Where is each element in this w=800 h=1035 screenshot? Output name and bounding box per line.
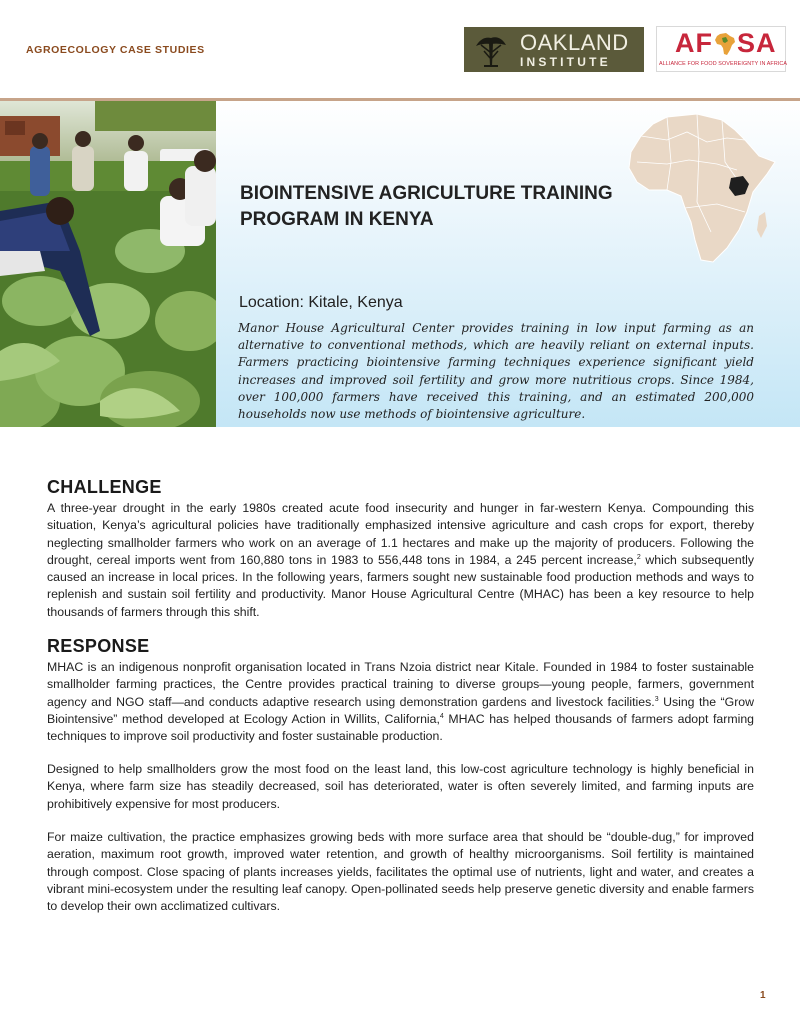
- afsa-logo-left: AF: [675, 28, 713, 58]
- response-heading: RESPONSE: [47, 636, 150, 656]
- page-number: 1: [760, 990, 766, 1001]
- farmers-field-photo: [0, 101, 216, 427]
- response-p1-part1: MHAC is an indigenous nonprofit organisation located in Trans Nzoia district near Kitale. Founded in 1984 to foster sustainable smallholder farming practices, the Centre provides practical training to diverse groups—young people, farmers, government agency and NGO staff—and conducts adaptive research using demonstration gardens and livestock facilities.: [47, 660, 754, 709]
- afsa-logo-right: SA: [737, 28, 777, 58]
- location-label: Location: Kitale, Kenya: [239, 294, 403, 311]
- africa-map-kenya-icon: [627, 112, 777, 267]
- challenge-text-part1: A three-year drought in the early 1980s created acute food insecurity and hunger in far-western Kenya. Compounding this situation, Kenya’s agricultural policies have traditionally emphasized intensive agriculture and cash crops for export, thereby neglecting smallholder farmers who work on an average of 1.1 hectares and make up the majority of producers. Following the drought, cereal imports went from 160,880 tons in 1983 to 556,448 tons in 1984, a 245 percent increase,: [47, 501, 754, 567]
- challenge-heading: CHALLENGE: [47, 477, 162, 497]
- footnote-ref-3[interactable]: 3: [654, 695, 659, 703]
- footnote-ref-4[interactable]: 4: [439, 712, 444, 720]
- afsa-logo[interactable]: [656, 26, 786, 72]
- footnote-ref-2[interactable]: 2: [636, 553, 641, 561]
- response-p1-part3: MHAC has helped thousands of farmers adopt farming techniques to improve soil productivity and foster sustainable production.: [47, 711, 755, 744]
- intro-summary: Manor House Agricultural Center provides training in low input farming as an alternative to conventional methods, which are heavily reliant on external inputs. Farmers practicing biointensive farming techniques experience significant yield increases and improved soil fertility and grow more nutritious crops. Since 1984, over 100,000 farmers have received this training, and an estimated 200,000 households now use methods of biointensive agriculture.: [238, 321, 754, 422]
- oakland-institute-logo[interactable]: [464, 27, 644, 72]
- page-title-line1: BIOINTENSIVE AGRICULTURE TRAINING: [240, 183, 613, 204]
- response-p1-part2: Using the “Grow Biointensive” method developed at Ecology Action in Willits, California,: [47, 694, 755, 726]
- oakland-logo-line1: OAKLAND: [520, 29, 629, 55]
- challenge-paragraph: [47, 500, 754, 621]
- challenge-text-part2: which subsequently caused an increase in local prices. In the following years, farmers sought new sustainable food production methods and ways to replenish and sustain soil fertility and productivity. Manor House Agricultural Centre (MHAC) has been a key resource to help thousands of farmers through this shift.: [47, 552, 754, 619]
- afsa-logo-subtitle: ALLIANCE FOR FOOD SOVEREIGNTY IN AFRICA: [659, 61, 788, 67]
- oakland-logo-line2: INSTITUTE: [520, 54, 611, 69]
- response-paragraph-1: [47, 659, 754, 745]
- page-title: [240, 181, 640, 233]
- response-paragraph-2: Designed to help smallholders grow the most food on the least land, this low-cost agriculture technology is highly beneficial in Kenya, where farm size has steadily decreased, soil has deteriorated, water is often severely limited, and farming inputs are prohibitively expensive for most producers.: [47, 762, 754, 811]
- tree-icon: [472, 32, 510, 68]
- response-paragraph-3: For maize cultivation, the practice emphasizes growing beds with more surface area that should be “double-dug,” for improved aeration, maximum root growth, improved water retention, and growth of healthy microorganisms. Soil fertility is maintained through compost. Close spacing of plants increases yields, facilitates the optimal use of nutrients, light and water, and creates a vibrant mini-ecosystem under the resulting leaf canopy. Open-pollinated seeds help preserve genetic diversity and enable farmers to develop their own acclimatized cultivars.: [47, 830, 754, 914]
- page-title-line2: PROGRAM IN KENYA: [240, 209, 434, 230]
- africa-icon: [714, 32, 736, 56]
- series-label: AGROECOLOGY CASE STUDIES: [26, 44, 205, 56]
